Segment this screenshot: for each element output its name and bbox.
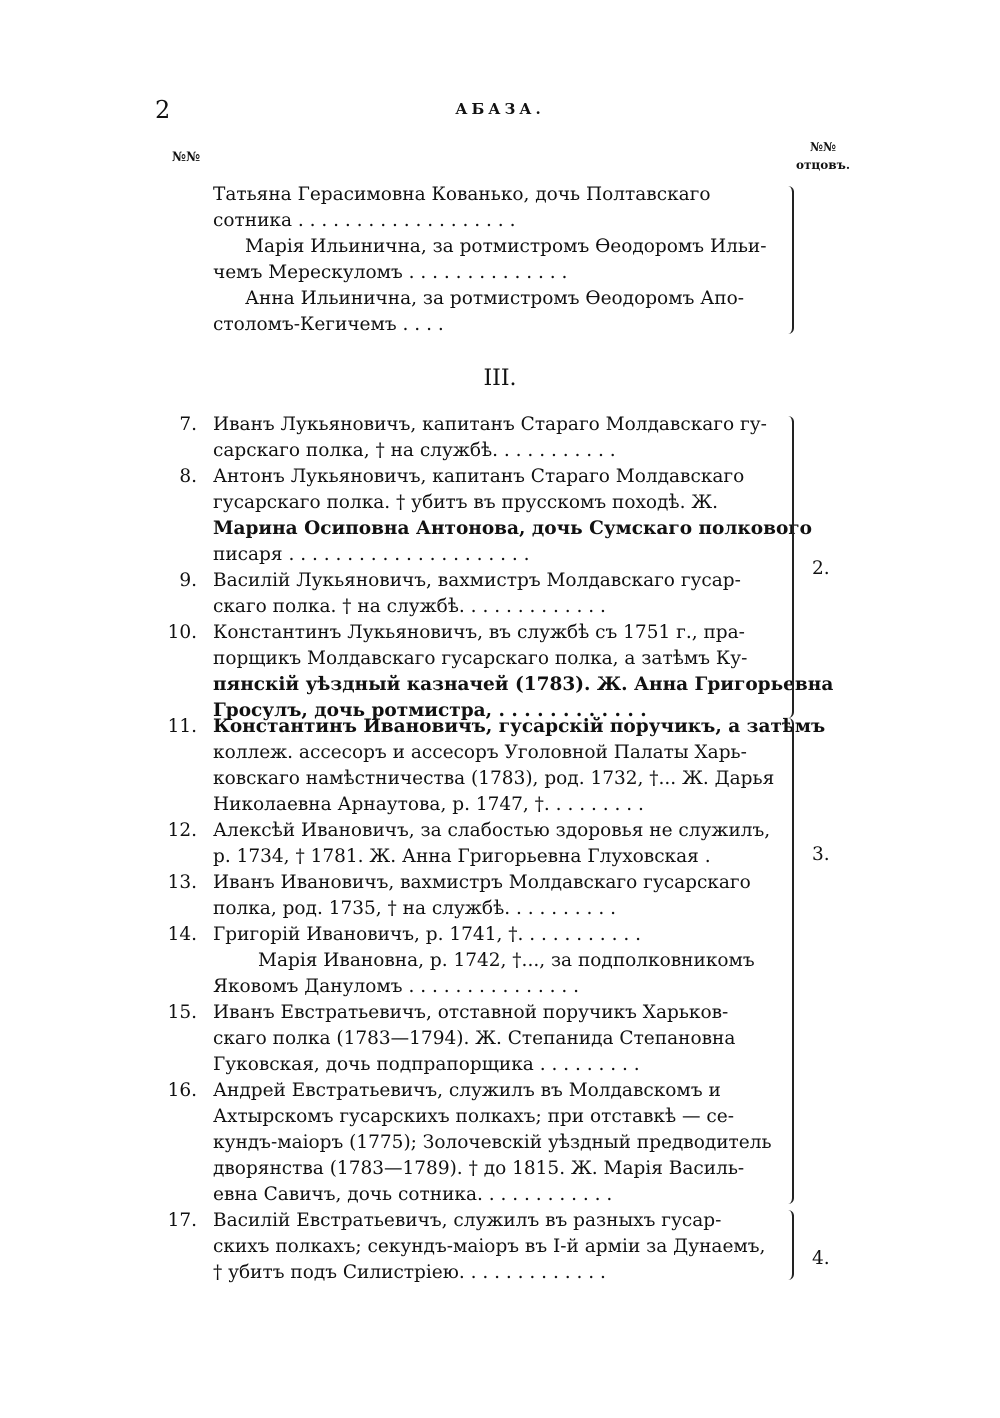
brace-top: [782, 186, 794, 334]
entry-9-line-1: Василій Лукьяновичъ, вахмистръ Молдавскаго гусар-: [213, 570, 741, 591]
entry-17-line-2: скихъ полкахъ; секундъ-маіоръ въ I-й арміи за Дунаемъ,: [213, 1236, 766, 1257]
entry-11-line-2: коллеж. ассесоръ и ассесоръ Уголовной Палаты Харь-: [213, 742, 747, 763]
column-header-numbers: №№: [172, 150, 201, 165]
top-line-4: чемъ Мерескуломъ . . . . . . . . . . . . . .: [213, 262, 568, 283]
father-number-3: 3.: [812, 844, 830, 865]
entry-15-line-3: Гуковская, дочь подпрапорщика . . . . . . . . .: [213, 1054, 640, 1075]
entry-15-line-2: скаго полка (1783—1794). Ж. Степанида Степановна: [213, 1028, 736, 1049]
entry-number-11: 11.: [167, 716, 197, 737]
top-line-5: Анна Ильинична, за ротмистромъ Өеодоромъ Апо-: [245, 288, 744, 309]
entry-14-line-2: Марія Ивановна, р. 1742, †..., за подполковникомъ: [258, 950, 755, 971]
top-line-6: столомъ-Кегичемъ . . . .: [213, 314, 444, 335]
entry-number-14: 14.: [167, 924, 197, 945]
entry-11-line-4: Николаевна Арнаутова, р. 1747, †. . . . . . . . .: [213, 794, 644, 815]
entry-7-line-2: сарскаго полка, † на службѣ. . . . . . . . . . .: [213, 440, 616, 461]
father-number-2: 2.: [812, 558, 830, 579]
entry-8-line-4: писаря . . . . . . . . . . . . . . . . . . . . .: [213, 544, 530, 565]
entry-12-line-1: Алексѣй Ивановичъ, за слабостью здоровья не служилъ,: [213, 820, 771, 841]
entry-17-line-3: † убитъ подъ Силистріею. . . . . . . . . . . . .: [213, 1262, 606, 1283]
entry-9-line-2: скаго полка. † на службѣ. . . . . . . . . . . . .: [213, 596, 606, 617]
entry-number-7: 7.: [179, 414, 197, 435]
entry-8-line-2: гусарскаго полка. † убитъ въ прусскомъ походѣ. Ж.: [213, 492, 719, 513]
entry-16-line-1: Андрей Евстратьевичъ, служилъ въ Молдавскомъ и: [213, 1080, 721, 1101]
entry-15-line-1: Иванъ Евстратьевичъ, отставной поручикъ Харьков-: [213, 1002, 729, 1023]
entry-number-13: 13.: [167, 872, 197, 893]
column-header-fathers: №№ отцовъ.: [795, 140, 851, 172]
entry-10-line-3: пянскій уѣздный казначей (1783). Ж. Анна Григорьевна: [213, 674, 834, 695]
brace-father-2: [782, 416, 794, 718]
entry-number-16: 16.: [167, 1080, 197, 1101]
top-line-2: сотника . . . . . . . . . . . . . . . . . . .: [213, 210, 516, 231]
section-title: III.: [483, 366, 517, 391]
entry-10-line-2: порщикъ Молдавскаго гусарскаго полка, а затѣмъ Ку-: [213, 648, 748, 669]
entry-7-line-1: Иванъ Лукьяновичъ, капитанъ Стараго Молдавскаго гу-: [213, 414, 767, 435]
entry-13-line-2: полка, род. 1735, † на службѣ. . . . . . . . . .: [213, 898, 616, 919]
entry-8-line-3: Марина Осиповна Антонова, дочь Сумскаго полкового: [213, 518, 812, 539]
entry-17-line-1: Василій Евстратьевичъ, служилъ въ разныхъ гусар-: [213, 1210, 722, 1231]
entry-number-9: 9.: [179, 570, 197, 591]
entry-8-line-1: Антонъ Лукьяновичъ, капитанъ Стараго Молдавскаго: [213, 466, 745, 487]
entry-number-10: 10.: [167, 622, 197, 643]
brace-father-3: [782, 718, 794, 1204]
entry-11-line-3: ковскаго намѣстничества (1783), род. 1732, †... Ж. Дарья: [213, 768, 775, 789]
entry-16-line-2: Ахтырскомъ гусарскихъ полкахъ; при отставкѣ — се-: [213, 1106, 734, 1127]
top-line-3: Марія Ильинична, за ротмистромъ Өеодоромъ Ильи-: [245, 236, 767, 257]
entry-number-17: 17.: [167, 1210, 197, 1231]
entry-16-line-5: евна Савичъ, дочь сотника. . . . . . . . . . . .: [213, 1184, 613, 1205]
entry-number-12: 12.: [167, 820, 197, 841]
entry-14-line-1: Григорій Ивановичъ, р. 1741, †. . . . . . . . . . .: [213, 924, 641, 945]
entry-10-line-4: Гросулъ, дочь ротмистра, . . . . . . . . . . . .: [213, 700, 647, 721]
brace-father-4: [782, 1210, 794, 1280]
entry-13-line-1: Иванъ Ивановичъ, вахмистръ Молдавскаго гусарскаго: [213, 872, 751, 893]
page-number: 2: [155, 96, 171, 124]
running-head: АБАЗА.: [455, 100, 545, 118]
entry-number-8: 8.: [179, 466, 197, 487]
entry-12-line-2: р. 1734, † 1781. Ж. Анна Григорьевна Глуховская .: [213, 846, 711, 867]
entry-11-line-1: Константинъ Ивановичъ, гусарскій поручикъ, а затѣмъ: [213, 716, 826, 737]
top-line-1: Татьяна Герасимовна Кованько, дочь Полтавскаго: [213, 184, 711, 205]
father-number-4: 4.: [812, 1248, 830, 1269]
entry-16-line-3: кундъ-маіоръ (1775); Золочевскій уѣздный предводитель: [213, 1132, 772, 1153]
entry-number-15: 15.: [167, 1002, 197, 1023]
entry-10-line-1: Константинъ Лукьяновичъ, въ службѣ съ 1751 г., пра-: [213, 622, 745, 643]
entry-14-line-3: Яковомъ Дануломъ . . . . . . . . . . . . . . .: [213, 976, 579, 997]
entry-16-line-4: дворянства (1783—1789). † до 1815. Ж. Марія Василь-: [213, 1158, 745, 1179]
